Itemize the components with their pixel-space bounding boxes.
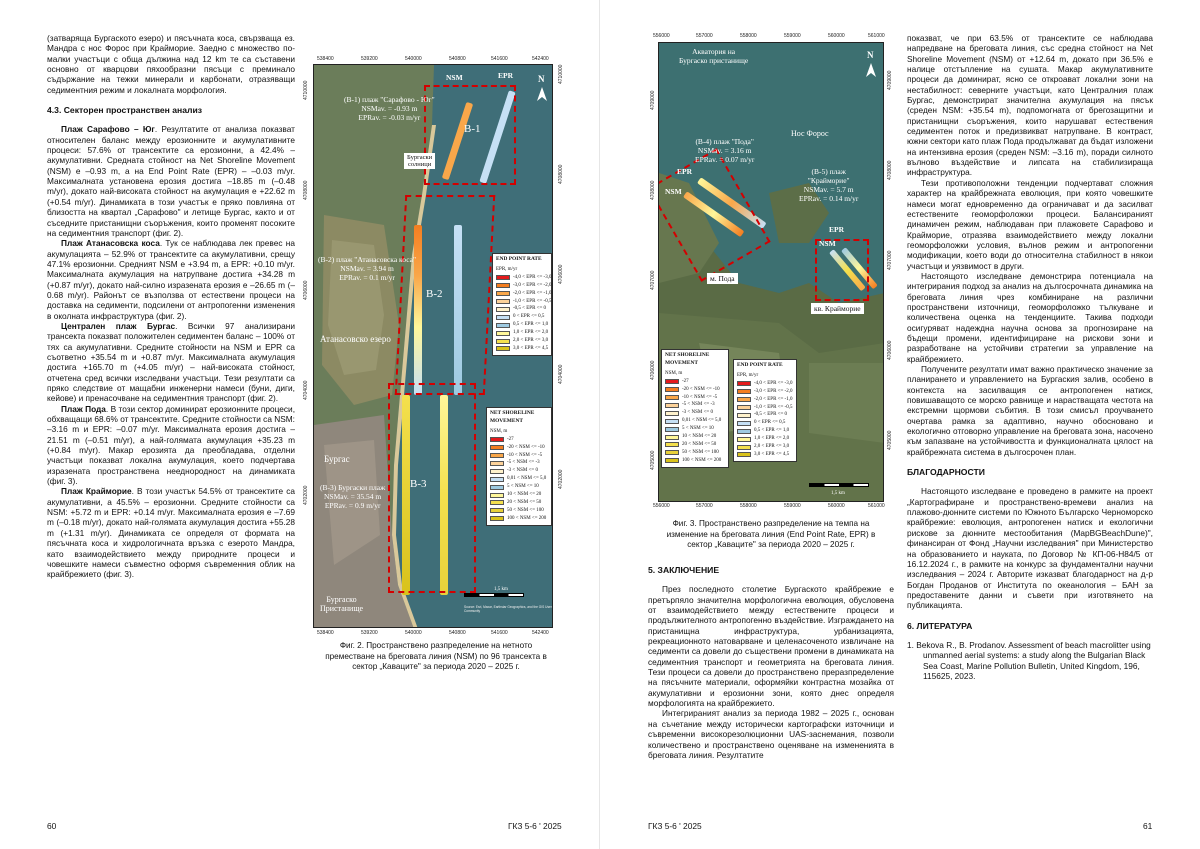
legend-swatch bbox=[737, 397, 751, 402]
legend-label: -27 bbox=[682, 378, 689, 384]
legend-swatch bbox=[496, 346, 510, 351]
label-atanasovsko-lake: Атанасовско езеро bbox=[320, 334, 391, 344]
tick-label: 4708000 bbox=[650, 180, 656, 200]
legend-swatch bbox=[665, 395, 679, 400]
legend-row bbox=[496, 329, 548, 337]
tick-label: 561000 bbox=[868, 503, 885, 509]
legend-row bbox=[490, 499, 548, 507]
legend-label: 20 < NSM <= 50 bbox=[682, 441, 717, 447]
intro-paragraph: (затваряща Бургаското езеро) и пясъчната коса, свързваща ез. Мандра с нос Форос при Крайморие. Заедно с множество по-малки участъци с обща дължина над 12 km те са съставени основно от кварцови пяхообразни пясъци с преминало съдържание на тежки минерали и карбонати, отразяващи седиментния режим и локалната морфология. bbox=[47, 33, 295, 95]
tick-label: 560000 bbox=[828, 33, 845, 39]
sector-info-b3: (B-3) Бургаски плаж NSMav. = 35.54 m EPRav. = 0.9 m/yr bbox=[320, 483, 386, 510]
paragraph-poda bbox=[47, 404, 295, 487]
legend-row bbox=[496, 313, 548, 321]
right-text-column bbox=[907, 33, 1153, 681]
legend-swatch bbox=[665, 458, 679, 463]
legend-swatch bbox=[665, 450, 679, 455]
north-arrow-icon bbox=[537, 87, 547, 101]
legend-swatch bbox=[737, 421, 751, 426]
legend-label: 50 < NSM <= 100 bbox=[682, 449, 719, 455]
legend-unit: NSM, m bbox=[665, 370, 683, 376]
legend-swatch bbox=[496, 339, 510, 344]
tick-label: 4710000 bbox=[558, 64, 564, 84]
legend-row bbox=[490, 507, 548, 515]
legend-row bbox=[737, 380, 793, 388]
legend-label: -20 < NSM <= -10 bbox=[682, 386, 720, 392]
legend-label: -1,0 < EPR <= -0,5 bbox=[754, 404, 793, 410]
literature-heading: 6. ЛИТЕРАТУРА bbox=[907, 620, 973, 631]
legend-items bbox=[490, 436, 548, 523]
north-arrow-icon bbox=[866, 63, 876, 77]
tick-label: 4706000 bbox=[887, 340, 893, 360]
legend-swatch bbox=[490, 485, 504, 490]
legend-row bbox=[490, 483, 548, 491]
legend-row bbox=[737, 411, 793, 419]
legend-swatch bbox=[496, 331, 510, 336]
legend-swatch bbox=[490, 508, 504, 513]
tick-label: 559000 bbox=[784, 33, 801, 39]
tick-label: 558000 bbox=[740, 503, 757, 509]
legend-swatch bbox=[737, 452, 751, 457]
legend-swatch bbox=[490, 516, 504, 521]
legend-row bbox=[737, 404, 793, 412]
tick-label: 4705000 bbox=[887, 430, 893, 450]
tick-label: 557000 bbox=[696, 33, 713, 39]
sector-info-b5: (B-5) плаж "Крайморие" NSMav. = 5.7 m EPRav. = 0.14 m/yr bbox=[799, 167, 859, 203]
legend-swatch bbox=[737, 381, 751, 386]
legend-label: -10 < NSM <= -5 bbox=[507, 452, 543, 458]
legend-nsm bbox=[661, 349, 729, 468]
label-nos-foros: Нос Форос bbox=[791, 129, 829, 138]
tick-label: 556000 bbox=[653, 33, 670, 39]
legend-row bbox=[496, 305, 548, 313]
legend-swatch bbox=[665, 442, 679, 447]
legend-row bbox=[490, 436, 548, 444]
legend-swatch bbox=[665, 411, 679, 416]
legend-swatch bbox=[665, 435, 679, 440]
legend-label: -5 < NSM <= -3 bbox=[682, 402, 715, 408]
legend-row bbox=[496, 345, 548, 353]
legend-label: 5 < NSM <= 10 bbox=[682, 426, 714, 432]
scale-label: 1,5 km bbox=[494, 587, 508, 592]
legend-swatch bbox=[737, 413, 751, 418]
paragraph: показват, че при 63.5% от трансектите се наблюдава напредване на бреговата линия, със средна стойност на Net Shoreline Movement (NSM) от +12.64 m, докато при 36.5% е налице отстъпление на сушата. Макар акумулативните процеси да доминират, ясно се откроават локални зони на нестабилност: северните участъци, като Централния плаж Бургас, демонстрират значителна акумулация на пясък (среден NSM: +35.54 m), подпомогната от брегозащитни и пристанищни съоръжения, които нарушават естествения седиментен поток и предизвикват натрупване. В контраст, южни сектори като плаж Пода продължават да бъдат изложени на интензивна ерозия (среден NSM: –3.16 m), поради силното вълново въздействие и липсата на стабилизираща инфраструктура. bbox=[907, 33, 1153, 178]
paragraph-title: Плаж Сарафово – Юг bbox=[61, 124, 155, 135]
legend-swatch bbox=[496, 307, 510, 312]
scale-label: 1,5 km bbox=[831, 491, 845, 496]
tick-label: 539200 bbox=[361, 56, 378, 62]
legend-swatch bbox=[496, 275, 510, 280]
legend-unit: EPR, m/yr bbox=[737, 372, 759, 378]
legend-row bbox=[737, 443, 793, 451]
tick-label: 4710000 bbox=[303, 80, 309, 100]
legend-items bbox=[737, 380, 793, 459]
figure-3-caption: Фиг. 3. Пространствено разпределение на темпа на изменение на бреговата линия (End Point Rate, EPR) в сектор „Каваците" за периода 2020 – 2025 г. bbox=[666, 519, 876, 550]
legend-row bbox=[665, 409, 725, 417]
legend-swatch bbox=[490, 493, 504, 498]
legend-row bbox=[737, 388, 793, 396]
tick-label: 4709000 bbox=[887, 70, 893, 90]
legend-items bbox=[496, 274, 552, 353]
label-b3: B-3 bbox=[410, 478, 427, 490]
legend-row bbox=[496, 290, 552, 298]
legend-row bbox=[496, 298, 552, 306]
acknowledgements-heading: БЛАГОДАРНОСТИ bbox=[907, 467, 985, 478]
map-source: Source: Esri, Maxar, Earthstar Geographics, and the GIS User Community bbox=[464, 605, 552, 613]
label-epr: EPR bbox=[829, 225, 844, 234]
tick-label: 4709000 bbox=[650, 90, 656, 110]
legend-swatch bbox=[496, 299, 510, 304]
legend-title: NET SHORELINE MOVEMENT bbox=[490, 410, 535, 424]
label-burgas: Бургас bbox=[324, 454, 350, 464]
paragraph: Тези противоположни тенденции подчертават сложния характер на крайбрежната еволюция, при която човешките намеси могат едновременно да ограничават и да засилват естествените геоморфоложки процеси. Балансираният динамичен режим, наблюдаван при плажовете Сарафово и Крайморие, отразява взаимодействието между локални геоморфоложки условия, вълнов режим и антропогенни модификации, което води до относителна стабилност в някои участъци и уязвимост в други. bbox=[907, 177, 1153, 271]
legend-title: END POINT RATE bbox=[737, 362, 783, 368]
tick-label: 4706000 bbox=[303, 280, 309, 300]
tick-label: 557000 bbox=[696, 503, 713, 509]
tick-label: 558000 bbox=[740, 33, 757, 39]
legend-swatch bbox=[496, 315, 510, 320]
paragraph: Получените резултати имат важно практическо значение за планирането и управлението на Бургаския залив, особено в контекста на засилващия се антропогенен натиск, повишаващото се морско равнище и нарастващата честота на екстремни щормови събития. В този смисъл проучването очертава рамка за адаптивно, научно обосновано и екологично отговорно управление на бреговата зона, насочено към запазване на устойчивостта и функционалната цялост на крайбрежната система в дългосрочен план. bbox=[907, 364, 1153, 457]
legend-row bbox=[496, 337, 548, 345]
legend-row bbox=[665, 425, 725, 433]
legend-row bbox=[665, 378, 725, 386]
legend-swatch bbox=[737, 429, 751, 434]
page-number: 61 bbox=[1143, 821, 1153, 831]
legend-row bbox=[496, 321, 548, 329]
legend-swatch bbox=[665, 379, 679, 384]
sector-info-b4: (B-4) плаж "Пода" NSMav. = 3.16 m EPRav. = 0.07 m/yr bbox=[695, 137, 755, 164]
legend-swatch bbox=[665, 419, 679, 424]
legend-swatch bbox=[665, 387, 679, 392]
tick-label: 4705000 bbox=[650, 450, 656, 470]
label-nsm: NSM bbox=[665, 187, 682, 196]
legend-swatch bbox=[665, 427, 679, 432]
section-title: 4.3. Секторен пространствен анализ bbox=[47, 105, 203, 116]
legend-row bbox=[665, 433, 725, 441]
legend-label: 0,01 < NSM <= 5,0 bbox=[682, 418, 722, 424]
tick-label: 4708000 bbox=[887, 160, 893, 180]
label-epr: EPR bbox=[677, 167, 692, 176]
legend-row bbox=[665, 394, 725, 402]
tick-label: 540800 bbox=[449, 630, 466, 636]
legend-label: 2,0 < EPR <= 3,0 bbox=[754, 444, 790, 450]
legend-label: 100 < NSM <= 200 bbox=[507, 515, 547, 521]
legend-label: 10 < NSM <= 20 bbox=[682, 434, 717, 440]
label-b2: B-2 bbox=[426, 288, 443, 300]
tick-label: 4706000 bbox=[650, 360, 656, 380]
legend-label: 5 < NSM <= 10 bbox=[507, 484, 539, 490]
label-port-area: Акватория на Бургаско пристанище bbox=[679, 47, 749, 65]
legend-row bbox=[665, 441, 725, 449]
legend-row bbox=[490, 475, 548, 483]
legend-label: -2,0 < EPR <= -1,0 bbox=[513, 290, 552, 296]
page-number: 60 bbox=[47, 821, 57, 831]
legend-label: -10 < NSM <= -5 bbox=[682, 394, 718, 400]
paragraph: Настоящото изследване демонстрира потенциала на интегрирания подход за анализ на дългосрочната динамика на бреговата линия чрез комбиниране на различни пространствени източници, геоморфоложко тълкуване и количествена оценка на тенденциите. Такива подходи осигуряват надеждна научна основа за прогнозиране на бъдещи промени, идентифициране на рискови зони и разработване на устойчиви стратегии за управление на крайбрежието. bbox=[907, 270, 1153, 364]
tick-label: 542400 bbox=[532, 56, 549, 62]
legend-label: -4,0 < EPR <= -3,0 bbox=[754, 380, 793, 386]
legend-label: 100 < NSM <= 200 bbox=[682, 457, 722, 463]
legend-label: 0 < EPR <= 0,5 bbox=[754, 420, 786, 426]
tick-label: 559000 bbox=[784, 503, 801, 509]
label-poda: м. Пода bbox=[707, 273, 738, 284]
figure-2-caption: Фиг. 2. Пространствено разпределение на нетното преместване на бреговата линия (NSM) по 96 трансекта в сектор „Каваците" за периода 2020 – 2025 г. bbox=[325, 641, 547, 672]
legend-swatch bbox=[496, 323, 510, 328]
tick-label: 560000 bbox=[828, 503, 845, 509]
conclusion-column bbox=[648, 565, 894, 760]
legend-swatch bbox=[490, 500, 504, 505]
legend-unit: NSM, m bbox=[490, 428, 508, 434]
sector-box-b3 bbox=[388, 383, 476, 593]
sector-box-b2 bbox=[395, 195, 495, 395]
legend-row bbox=[496, 274, 552, 282]
paragraph-body: . В този участък 54.5% от трансектите са акумулативни, а 45.5% – ерозионни. Средните стойности са NSM: +5.72 m и EPR: +0.14 m/yr. Максималната ерозия е –7.69 m (–0.18 m/yr), докато най-голямата акумулация достига +55.28 m (+1.31 m/yr). Динамиката се определя от формата на пясъчната коса и хидрологичната връзка с езерото Мандра, като взаимодействието между природните процеси и човешките намеси съвместно оформя съвременния облик на крайбрежието (фиг. 3). bbox=[47, 486, 295, 580]
tick-label: 541600 bbox=[491, 630, 508, 636]
legend-label: -3 < NSM <= 0 bbox=[507, 468, 538, 474]
fig2-map bbox=[313, 64, 553, 628]
paragraph-atanasovska bbox=[47, 238, 295, 321]
legend-row bbox=[737, 396, 793, 404]
tick-label: 4708000 bbox=[303, 180, 309, 200]
tick-label: 4704000 bbox=[303, 380, 309, 400]
paragraph-central-beach bbox=[47, 321, 295, 404]
sector-info-b1: (B-1) плаж "Сарафово - Юг" NSMav. = -0.93 m EPRav. = -0.03 m/yr bbox=[344, 95, 435, 122]
legend-label: -1,0 < EPR <= -0,5 bbox=[513, 298, 552, 304]
legend-label: -4,0 < EPR <= -3,0 bbox=[513, 274, 552, 280]
tick-label: 538400 bbox=[317, 630, 334, 636]
paragraph-title: Плаж Атанасовска коса bbox=[61, 238, 160, 249]
legend-label: 10 < NSM <= 20 bbox=[507, 492, 542, 498]
scale-bar bbox=[809, 483, 869, 487]
legend-swatch bbox=[490, 437, 504, 442]
legend-epr bbox=[492, 253, 552, 356]
tick-label: 4704000 bbox=[558, 364, 564, 384]
tick-label: 4708000 bbox=[558, 164, 564, 184]
legend-row bbox=[490, 459, 548, 467]
tick-label: 556000 bbox=[653, 503, 670, 509]
legend-label: -20 < NSM <= -10 bbox=[507, 444, 545, 450]
legend-items bbox=[665, 378, 725, 465]
legend-row bbox=[665, 417, 725, 425]
legend-row bbox=[490, 444, 548, 452]
conclusion-paragraph: Интегрираният анализ за периода 1982 – 2025 г., основан на съчетание между исторически картографски източници и съвременни високорезолюционни UAS-заснемания, позволи количествено и пространствено оценяване на измененията в бреговата линия. Резултатите bbox=[648, 708, 894, 760]
paragraph-body: . Всички 97 анализирани трансекта показват положителен седиментен баланс – 100% от тях са акумулативни. Средните стойности на NSM и EPR са съответно +35.54 m и +0.87 m/yr. Максималната акумулация достига +165.70 m (+4.05 m/yr) – най-високата стойност, отчетена сред всички изследвани участъци. Тези резултати са пряко следствие от мащабни инженерни намеси (буни, диги, кейове) и пренасочване на седиментния транспорт (фиг. 2). bbox=[47, 320, 295, 404]
acknowledgements-paragraph: Настоящото изследване е проведено в рамките на проект „Картографиране и пространствено-времеви анализ на плажово-дюнните системи по Южното Българско Черноморско крайбрежие: еволюция, антропогенен натиск и екологични рискове за дюнните местообитания (MapBGBeachDune)", финансиран от Фонд „Научни изследвания" при Министерство на образованието и науката, по Договор № КП-06-Н84/5 от 16.12.2024 г., в рамките на конкурс за фундаментални научни изследвания – 2024 г. Авторите изказват благодарност на д-р Богдан Проданов от Института по океанология – БАН за предоставените данни и съвети при изготвянето на публикацията. bbox=[907, 486, 1153, 611]
north-arrow-icon: N bbox=[538, 74, 545, 84]
legend-swatch bbox=[665, 403, 679, 408]
legend-label: -27 bbox=[507, 436, 514, 442]
legend-label: -3,0 < EPR <= -2,0 bbox=[754, 388, 793, 394]
legend-swatch bbox=[496, 291, 510, 296]
paragraph-sarafovo bbox=[47, 124, 295, 238]
tick-label: 4702000 bbox=[558, 469, 564, 489]
legend-row bbox=[490, 452, 548, 460]
paragraph-body: . Резултатите от анализа показват относителен баланс между ерозионните и акумулативните процеси: 57.6% от трансектите са ерозионни, а 42.4% – акумулативни. Средната стойност на Net Shoreline Movement (NSM) е –0.93 m, а на End Point Rate (EPR) – –0.03 m/yr. Максималната установена ерозия достига –18.85 m (–0.48 m/yr), докато най-високата стойност на акумулация е +22.62 m (+0.54 m/yr). Динамиката в този участък е пряко повлияна от близостта на квартал „Сарафово" и летище Бургас, както и от съседните пристанищни съоръжения, които променят посоките на седиментния транспорт (фиг. 2). bbox=[47, 124, 295, 238]
label-burgaski-solnici: Бургаски солници bbox=[404, 153, 435, 169]
legend-label: -0,5 < EPR <= 0 bbox=[513, 306, 547, 312]
legend-label: 3,0 < EPR <= 4,5 bbox=[513, 345, 549, 351]
legend-row bbox=[737, 451, 793, 459]
tick-label: 4706000 bbox=[558, 264, 564, 284]
paragraph-body: . В този сектор доминират ерозионните процеси, обхващащи 68.6% от трансектите. Средните стойности са NSM: –3.16 m и EPR: –0.07 m/yr. Максималната ерозия достига –21.51 m (–0.51 m/yr), а най-голямата акумулация +35.23 m (+0.84 m/yr). Макар ерозията да преобладава, отделни участъци показват локална акумулация, което подчертава изразената пространствена нееднородност на динамиката (фиг. 3). bbox=[47, 403, 295, 487]
legend-label: 0,5 < EPR <= 1,0 bbox=[754, 428, 790, 434]
legend-swatch bbox=[737, 389, 751, 394]
legend-label: -2,0 < EPR <= -1,0 bbox=[754, 396, 793, 402]
tick-label: 541600 bbox=[491, 56, 508, 62]
legend-label: -5 < NSM <= -3 bbox=[507, 460, 540, 466]
legend-row bbox=[496, 282, 552, 290]
legend-row bbox=[490, 467, 548, 475]
tick-label: 538400 bbox=[317, 56, 334, 62]
tick-label: 4702000 bbox=[303, 485, 309, 505]
legend-nsm bbox=[486, 407, 552, 526]
tick-label: 540000 bbox=[405, 56, 422, 62]
sector-box-b5 bbox=[815, 239, 869, 301]
legend-swatch bbox=[490, 477, 504, 482]
journal-folio: ГКЗ 5-6 ' 2025 bbox=[508, 821, 562, 831]
tick-label: 4707000 bbox=[887, 250, 893, 270]
legend-label: -3,0 < EPR <= -2,0 bbox=[513, 282, 552, 288]
legend-row bbox=[665, 449, 725, 457]
legend-row bbox=[737, 435, 793, 443]
paragraph-title: Централен плаж Бургас bbox=[61, 320, 176, 331]
legend-row bbox=[665, 401, 725, 409]
legend-unit: EPR, m/yr bbox=[496, 266, 518, 272]
legend-label: 1,0 < EPR <= 2,0 bbox=[513, 330, 549, 336]
legend-label: 1,0 < EPR <= 2,0 bbox=[754, 436, 790, 442]
reference-item: 1. Bekova R., B. Prodanov. Assessment of beach macrolitter using unmanned aerial systems: a study along the Bulgarian Black Sea Coast, Marine Pollution Bulletin, United Kingdom, 196, 115625, 2023. bbox=[907, 639, 1151, 681]
label-port: Бургаско Пристанище bbox=[320, 595, 364, 613]
legend-label: 3,0 < EPR <= 4,5 bbox=[754, 451, 790, 457]
tick-label: 4707000 bbox=[650, 270, 656, 290]
legend-swatch bbox=[496, 283, 510, 288]
paragraph-body: . Тук се наблюдава лек превес на акумулацията – 52.9% от трансектите са акумулативни, срещу 47.1% ерозионни. Средният NSM е +3.94 m, а EPR: +0.10 m/yr. Максималната акумулация на натрупване достига +34.28 m (+0.87 m/yr), докато най-силно изразената ерозия е –26.65 m (–0.68 m/yr). Районът се възползва от естествени процеси на доставка на седименти, подсилени от антропогенни изменения в околната инфраструктура (фиг. 2). bbox=[47, 238, 295, 321]
journal-folio: ГКЗ 5-6 ' 2025 bbox=[648, 821, 702, 831]
tick-label: 540800 bbox=[449, 56, 466, 62]
legend-title: NET SHORELINE MOVEMENT bbox=[665, 352, 710, 366]
label-nsm: NSM bbox=[446, 73, 463, 82]
label-b1: B-1 bbox=[464, 123, 481, 135]
legend-title: END POINT RATE bbox=[496, 256, 542, 262]
paragraph-title: Плаж Пода bbox=[61, 403, 106, 414]
legend-label: 50 < NSM <= 100 bbox=[507, 507, 544, 513]
legend-swatch bbox=[490, 469, 504, 474]
legend-swatch bbox=[490, 453, 504, 458]
fig3-map bbox=[658, 42, 884, 502]
left-text-column bbox=[47, 33, 295, 580]
legend-swatch bbox=[737, 405, 751, 410]
legend-row bbox=[490, 515, 548, 523]
legend-swatch bbox=[490, 445, 504, 450]
tick-label: 540000 bbox=[405, 630, 422, 636]
legend-swatch bbox=[737, 445, 751, 450]
legend-label: -0,5 < EPR <= 0 bbox=[754, 412, 788, 418]
tick-label: 539200 bbox=[361, 630, 378, 636]
tick-label: 542400 bbox=[532, 630, 549, 636]
legend-label: 0,5 < EPR <= 1,0 bbox=[513, 322, 549, 328]
legend-label: 0 < EPR <= 0,5 bbox=[513, 314, 545, 320]
legend-epr bbox=[733, 359, 797, 462]
legend-label: 0,01 < NSM <= 5,0 bbox=[507, 476, 547, 482]
conclusion-paragraph: През последното столетие Бургаското крайбрежие е претърпяло значителна морфологична еволюция, обусловена от взаимодействието между естествените процеси и продължителното антропогенно въздействие. Изграждането на пристанищна инфраструктура, урбанизацията, рекреационното натоварване и целенасоченото извличане на седименти са довели до съществени промени в динамиката на седиментния транспорт и геометрията на бреговата линия. Тези процеси са довели до пространствено преразпределение на пясъчните материали, оформяйки контрастна мозайка от акумулативни и ерозионни зони, която днес определя морфологията на крайбрежието. bbox=[648, 584, 894, 709]
legend-row bbox=[490, 491, 548, 499]
legend-swatch bbox=[737, 437, 751, 442]
paragraph-title: Плаж Крайморие bbox=[61, 486, 132, 497]
legend-swatch bbox=[490, 461, 504, 466]
sector-info-b2: (B-2) плаж "Атанасовска коса" NSMav. = 3.94 m EPRav. = 0.1 m/yr bbox=[318, 255, 417, 282]
legend-row bbox=[737, 427, 793, 435]
legend-label: -3 < NSM <= 0 bbox=[682, 410, 713, 416]
label-nsm: NSM bbox=[819, 239, 836, 248]
paragraph-kraimorie bbox=[47, 486, 295, 579]
label-epr: EPR bbox=[498, 71, 513, 80]
tick-label: 561000 bbox=[868, 33, 885, 39]
legend-row bbox=[665, 457, 725, 465]
right-page bbox=[600, 0, 1200, 849]
sector-box-b1 bbox=[424, 85, 516, 185]
legend-row bbox=[737, 419, 793, 427]
conclusion-heading: 5. ЗАКЛЮЧЕНИЕ bbox=[648, 565, 720, 575]
legend-row bbox=[665, 386, 725, 394]
north-arrow-icon: N bbox=[867, 50, 874, 60]
legend-label: 20 < NSM <= 50 bbox=[507, 499, 542, 505]
label-kraimorie: кв. Крайморие bbox=[811, 303, 864, 314]
legend-label: 2,0 < EPR <= 3,0 bbox=[513, 338, 549, 344]
